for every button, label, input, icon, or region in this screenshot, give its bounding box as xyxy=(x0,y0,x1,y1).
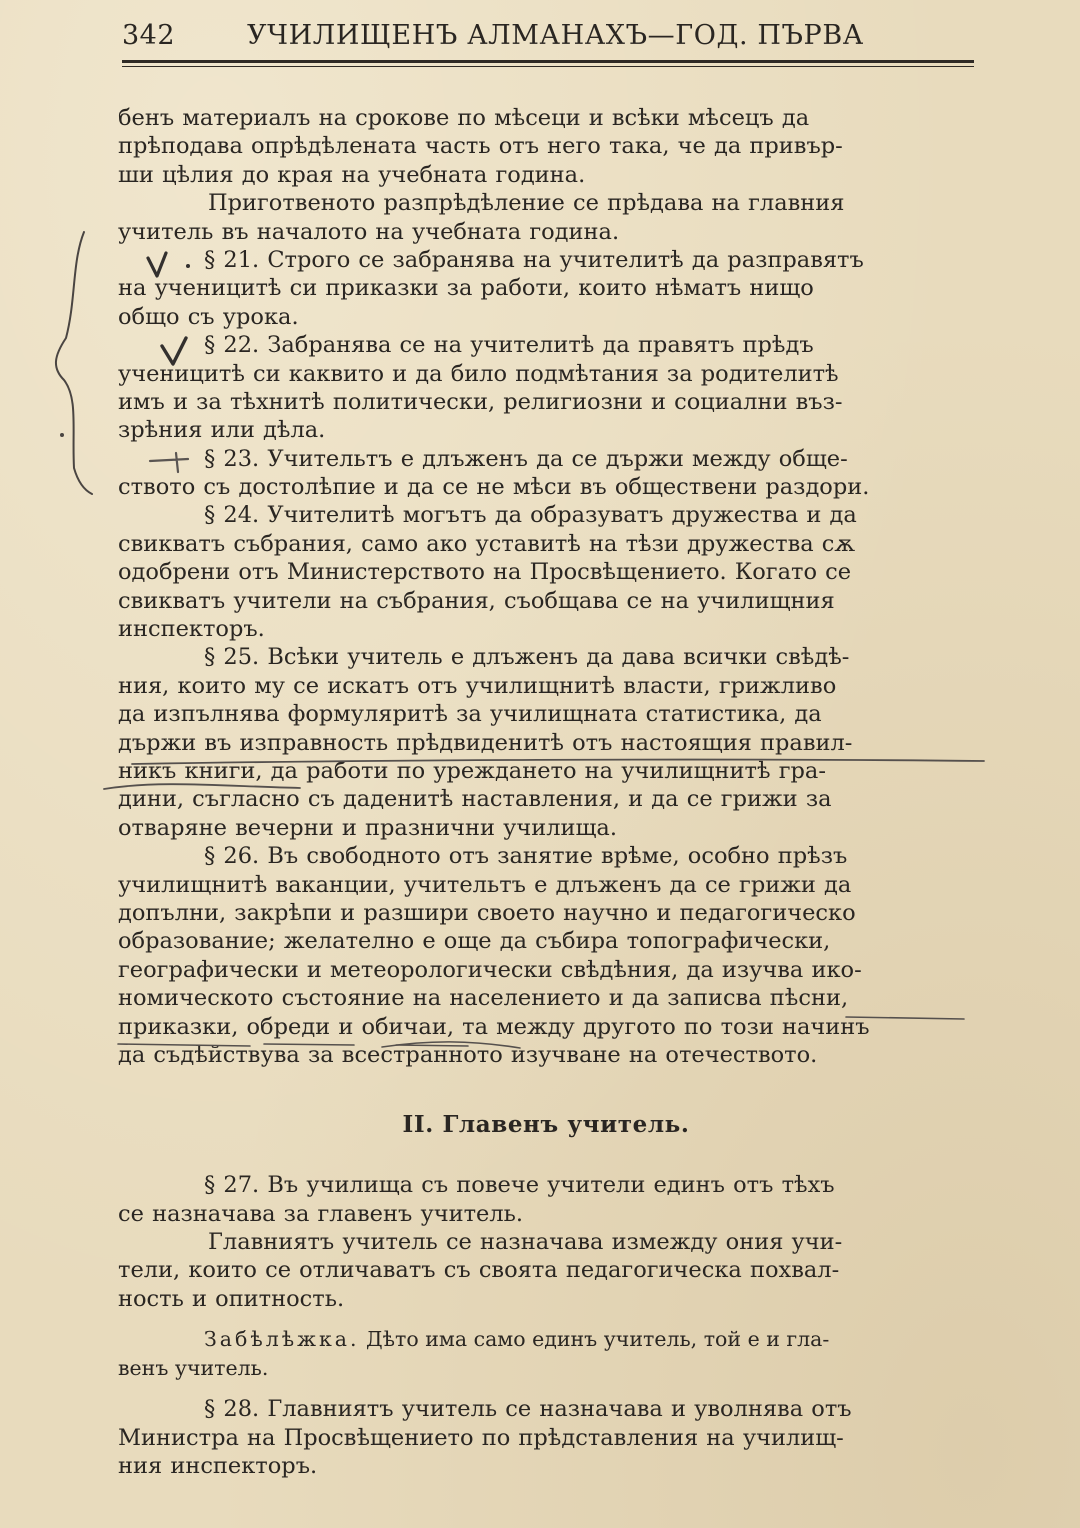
text-line: ния, които му се искатъ отъ училищнитѣ власти, грижливо xyxy=(118,672,837,699)
text-line: никъ книги, да работи по уреждането на училищнитѣ гра- xyxy=(118,757,826,784)
text-line: държи въ изправность прѣдвиденитѣ отъ настоящия правил- xyxy=(118,729,853,756)
note-first-line xyxy=(118,1325,974,1354)
paragraph-26: § 26. Въ свободното отъ занятие врѣме, особно прѣзъ xyxy=(204,843,848,870)
text-line: зрѣния или дѣла. xyxy=(118,417,326,444)
note-text: Дѣто има само единъ учитель, той е и гла- xyxy=(359,1327,830,1352)
text-line: свикватъ събрания, само ако уставитѣ на тѣзи дружества сѫ xyxy=(118,530,856,557)
paragraph-25: § 25. Всѣки учитель е длъженъ да дава всички свѣдѣ- xyxy=(204,644,850,671)
text-line: ството съ достолѣпие и да се не мѣси въ обществени раздори. xyxy=(118,474,870,501)
text-line: дини, съгласно съ даденитѣ наставления, и да се грижи за xyxy=(118,786,832,813)
text-line: да съдѣйствува за всестранното изучване на отечеството. xyxy=(118,1041,818,1068)
text-line: тели, които се отличаватъ съ своята педагогическа похвал- xyxy=(118,1257,840,1284)
text-line: приказки, обреди и обичаи, та между другото по този начинъ xyxy=(118,1013,870,1040)
text-line: допълни, закрѣпи и разшири своето научно и педагогическо xyxy=(118,899,856,926)
text-line: образование; желателно е още да събира топографически, xyxy=(118,928,831,955)
page-header xyxy=(122,18,974,58)
text-line: прѣподава опрѣдѣлената часть отъ него така, че да привър- xyxy=(118,133,843,160)
text-line: ученицитѣ си каквито и да било подмѣтания за родителитѣ xyxy=(118,360,839,387)
text-line: общо съ урока. xyxy=(118,303,299,330)
body-text xyxy=(118,104,974,1480)
paragraph-24: § 24. Учителитѣ могътъ да образуватъ дружества и да xyxy=(204,502,857,529)
text-line: инспекторъ. xyxy=(118,616,265,643)
header-rule-thin xyxy=(122,66,974,67)
section-heading: II. Главенъ учитель. xyxy=(402,1111,690,1139)
paragraph-28: § 28. Главниятъ учитель се назначава и уволнява отъ xyxy=(204,1396,852,1423)
running-title: УЧИЛИЩЕНЪ АЛМАНАХЪ—ГОД. ПЪРВА xyxy=(247,20,864,51)
paragraph-27: § 27. Въ училища съ повече учители единъ отъ тѣхъ xyxy=(204,1172,835,1199)
spacer xyxy=(118,1313,974,1325)
paragraph-21: § 21. Строго се забранява на учителитѣ да разправятъ xyxy=(204,246,864,273)
text-line: одобрени отъ Министерството на Просвѣщението. Когато се xyxy=(118,559,852,586)
paragraph-22: § 22. Забранява се на учителитѣ да правятъ прѣдъ xyxy=(204,332,814,359)
text-line: се назначава за главенъ учитель. xyxy=(118,1200,524,1227)
text-line: географически и метеорологически свѣдѣния, да изучва ико- xyxy=(118,956,862,983)
spacer xyxy=(118,1383,974,1395)
text-line: отваряне вечерни и празнични училища. xyxy=(118,814,617,841)
text-line: учитель въ началото на учебната година. xyxy=(118,218,620,245)
header-rule-thick xyxy=(122,60,974,63)
text-line: номическото състояние на населението и да записва пѣсни, xyxy=(118,985,849,1012)
text-line: бенъ материалъ на срокове по мѣсеци и всѣки мѣсецъ да xyxy=(118,105,810,131)
text-line: ность и опитность. xyxy=(118,1285,345,1312)
paragraph-23: § 23. Учительтъ е длъженъ да се държи между обще- xyxy=(204,445,848,472)
text-line: имъ и за тѣхнитѣ политически, религиозни и социални въз- xyxy=(118,388,843,415)
text-line: Министра на Просвѣщението по прѣдставления на училищ- xyxy=(118,1424,844,1451)
text-line: на ученицитѣ си приказки за работи, които нѣматъ нищо xyxy=(118,275,814,302)
text-line: да изпълнява формуляритѣ за училищната статистика, да xyxy=(118,701,822,728)
text-line: ши цѣлия до края на учебната година. xyxy=(118,161,586,188)
text-line: ния инспекторъ. xyxy=(118,1453,318,1480)
note-label: Забѣлѣжка. xyxy=(204,1327,360,1352)
text-line: Приготвеното разпрѣдѣление се прѣдава на главния xyxy=(208,190,845,217)
text-line: Главниятъ учитель се назначава измежду ония учи- xyxy=(208,1229,843,1256)
text-line: свикватъ учители на събрания, съобщава се на училищния xyxy=(118,587,835,614)
text-line: училищнитѣ ваканции, учительтъ е длъженъ да се грижи да xyxy=(118,871,852,898)
note-second-line: венъ учитель. xyxy=(118,1356,269,1381)
page-number: 342 xyxy=(122,20,176,51)
